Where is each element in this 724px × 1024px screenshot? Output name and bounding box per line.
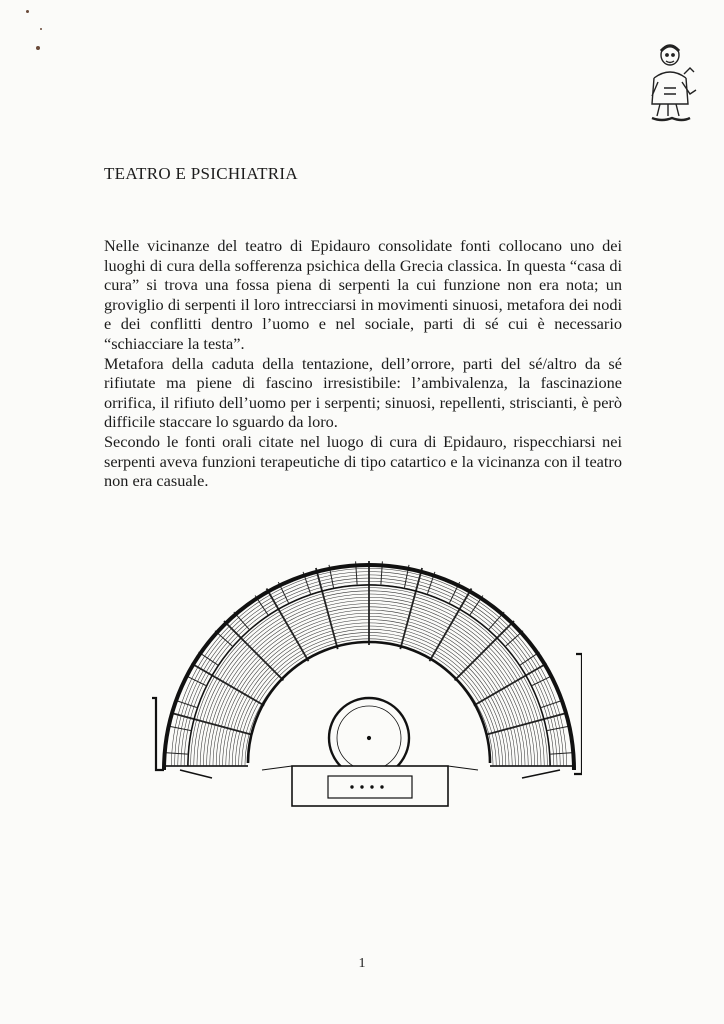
paragraph: Nelle vicinanze del teatro di Epidauro consolidate fonti collocano uno dei luoghi di cura della sofferenza psichica della Grecia classica. In questa “casa di cura” si trova una fossa piena di serpenti la cui funzione non era nota; un groviglio di serpenti il loro intrecciarsi in movimenti sinuosi, metafora dei nodi e dei conflitti dentro l’uomo e nel sociale, parti di sé cui è necessario “schiacciare la testa”. xyxy=(104,236,622,353)
page-number: 1 xyxy=(358,956,366,971)
aisle xyxy=(548,726,571,731)
seating-row xyxy=(239,636,500,766)
body-text xyxy=(104,236,622,491)
aisle xyxy=(486,713,567,735)
aisle xyxy=(400,568,422,649)
paragraph: Secondo le fonti orali citate nel luogo di cura di Epidauro, rispecchiarsi nei serpenti aveva funzioni terapeutiche di tipo catartico e la vicinanza con il teatro non era casuale. xyxy=(104,431,622,491)
aisle xyxy=(551,753,574,755)
caricature-figure-icon xyxy=(640,38,704,126)
paragraph: Metafora della caduta della tentazione, dell’orrore, parti del sé/altro da sé rifiutate ma piene di fascino irresistibile: l’ambivalenza, la fascinazione orrifica, il rifiuto dell’uomo per i serpenti; sinuosi, repellenti, striscianti, è però difficile staccare lo sguardo da loro. xyxy=(104,353,622,432)
ink-speck xyxy=(36,46,40,50)
epidaurus-theatre-plan-icon xyxy=(152,548,582,810)
page-title: TEATRO E PSICHIATRIA xyxy=(104,164,298,183)
ink-speck xyxy=(40,28,42,30)
ink-speck xyxy=(26,10,29,13)
seating-row xyxy=(229,626,509,766)
aisle xyxy=(164,753,187,755)
seating-row xyxy=(235,632,502,766)
aisle xyxy=(168,726,191,731)
aisle xyxy=(316,568,338,649)
aisle xyxy=(171,713,252,735)
